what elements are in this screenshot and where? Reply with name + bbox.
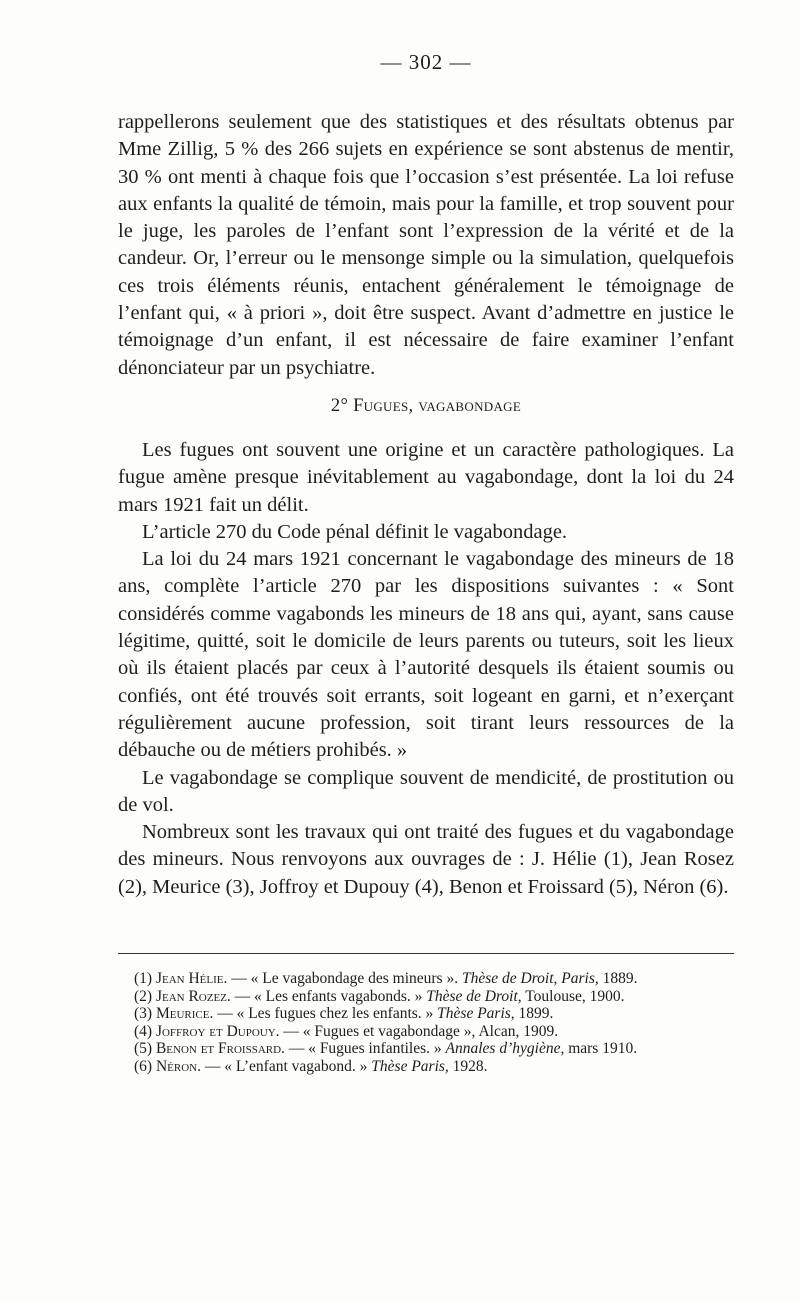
footnote-author: Jean Hélie.	[155, 970, 228, 988]
footnote-number: (1)	[134, 970, 153, 988]
footnote-number: (2)	[134, 987, 153, 1005]
footnote-title: — « Fugues infantiles. »	[284, 1040, 446, 1058]
footnote-author: Joffroy et Dupouy.	[155, 1022, 280, 1040]
footnote	[118, 988, 734, 1006]
footnote-title: — « Les enfants vagabonds. »	[230, 987, 427, 1005]
paragraph-fugues-origin: Les fugues ont souvent une origine et un caractère pathologiques. La fugue amène presque inévitablement au vagabondage, dont la loi du 24 mars 1921 fait un délit.	[118, 438, 734, 516]
footnote-title: — « Fugues et vagabondage »,	[279, 1022, 479, 1040]
paragraph-references: Nombreux sont les travaux qui ont traité des fugues et du vagabondage des mineurs. Nous renvoyons aux ouvrages de : J. Hélie (1), Jean Rosez (2), Meurice (3), Joffroy et Dupouy (4), Benon et Froissard (5), Néron (6).	[118, 821, 734, 898]
footnote-number: (3)	[134, 1005, 153, 1023]
footnote-source: Thèse Paris,	[371, 1057, 449, 1075]
footnote	[118, 1005, 734, 1023]
paragraph-complications: Le vagabondage se complique souvent de mendicité, de prostitution ou de vol.	[118, 766, 734, 816]
footnote-author: Néron.	[155, 1057, 201, 1075]
paragraph-testimony: rappellerons seulement que des statistiques et des résultats obtenus par Mme Zillig, 5 % des 266 sujets en expérience se sont abstenus de mentir, 30 % ont menti à chaque fois que l’occasion s’est présentée. La loi refuse aux enfants la qualité de témoin, mais pour la famille, et trop souvent pour le juge, les paroles de l’enfant sont l’expression de la vérité et de la candeur. Or, l’erreur ou le mensonge simple ou la simulation, quelquefois ces trois éléments réunis, entachent généralement le témoignage de l’enfant qui, « à priori », doit être suspect. Avant d’admettre en justice le témoignage d’un enfant, il est nécessaire de faire examiner l’enfant dénonciateur par un psychiatre.	[118, 111, 734, 379]
footnotes	[118, 970, 734, 1076]
footnote-title: — « Les fugues chez les enfants. »	[213, 1005, 438, 1023]
footnote-title: — « Le vagabondage des mineurs ».	[227, 970, 462, 988]
footnote-tail: 1928.	[448, 1057, 488, 1075]
footnote-tail: mars 1910.	[564, 1040, 638, 1058]
footnote-source: Thèse Paris,	[437, 1005, 515, 1023]
footnote-source: Thèse de Droit, Paris,	[461, 970, 599, 988]
footnote	[118, 1058, 734, 1076]
footnote-number: (5)	[134, 1040, 153, 1058]
footnote-tail: 1899.	[514, 1005, 554, 1023]
footnote	[118, 970, 734, 988]
footnote-source: Thèse de Droit,	[426, 987, 522, 1005]
footnote-author: Jean Rozez.	[155, 987, 231, 1005]
footnote-author: Meurice.	[155, 1005, 214, 1023]
footnote	[118, 1040, 734, 1058]
footnote-divider	[118, 953, 734, 954]
footnote-tail: Toulouse, 1900.	[521, 987, 625, 1005]
footnote	[118, 1023, 734, 1041]
section-heading: 2° Fugues, vagabondage	[330, 395, 522, 416]
book-page	[118, 50, 734, 1076]
footnote-tail: 1889.	[598, 970, 638, 988]
paragraph-law-1921: La loi du 24 mars 1921 concernant le vagabondage des mineurs de 18 ans, complète l’article 270 par les dispositions suivantes : « Sont considérés comme vagabonds les mineurs de 18 ans qui, ayant, sans cause légitime, quitté, soit le domicile de leurs parents ou tuteurs, soit les lieux où ils étaient placés par ceux à l’autorité desquels ils étaient soumis ou confiés, ont été trouvés soit errants, soit logeant en garni, et n’exerçant régulièrement aucune profession, soit tirant leurs ressources de la débauche ou de métiers prohibés. »	[118, 548, 734, 762]
footnote-tail: Alcan, 1909.	[478, 1022, 559, 1040]
footnote-number: (6)	[134, 1057, 153, 1075]
footnote-author: Benon et Froissard.	[155, 1040, 285, 1058]
page-number: — 302 —	[380, 50, 472, 74]
footnote-number: (4)	[134, 1022, 153, 1040]
footnote-source: Annales d’hygiène,	[445, 1040, 565, 1058]
footnote-title: — « L’enfant vagabond. »	[200, 1057, 372, 1075]
paragraph-article-270: L’article 270 du Code pénal définit le vagabondage.	[142, 520, 568, 543]
